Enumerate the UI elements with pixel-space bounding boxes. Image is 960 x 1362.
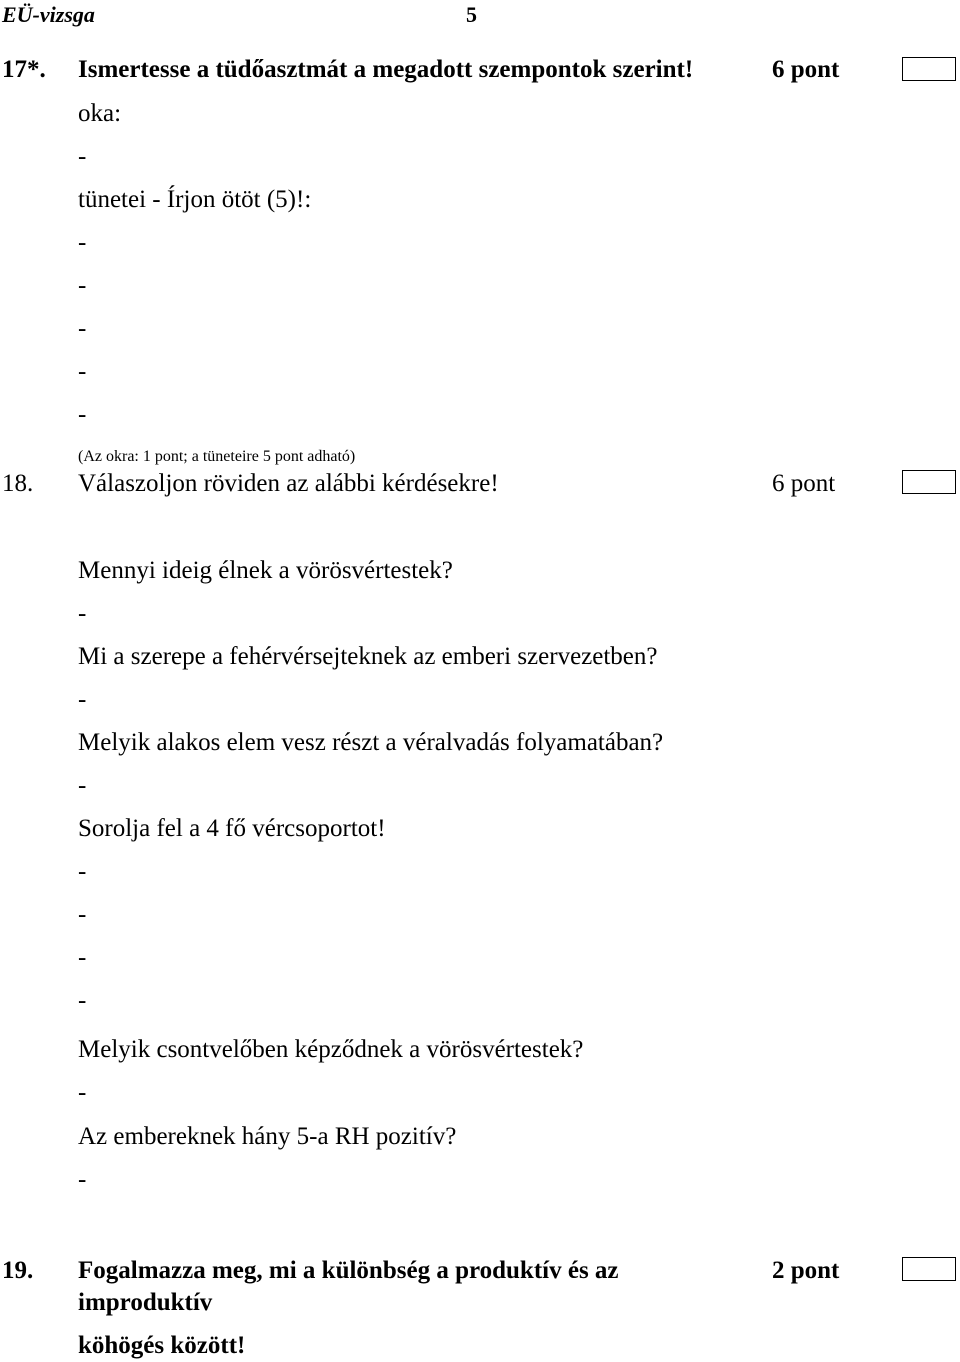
q17-symptom-dash-3: -: [78, 315, 87, 342]
q18-sub6: Az embereknek hány 5-a RH pozitív?: [78, 1123, 457, 1150]
q18-sub2: Mi a szerepe a fehérvérsejteknek az emberi szervezetben?: [78, 643, 658, 670]
q17-score-box[interactable]: [902, 57, 956, 81]
q18-sub1: Mennyi ideig élnek a vörösvértestek?: [78, 557, 453, 584]
q17-cause-answer-dash: -: [78, 143, 87, 170]
q17-symptom-dash-5: -: [78, 401, 87, 428]
q18-sub4-answer-dash-2: -: [78, 901, 87, 928]
q18-prompt: Válaszoljon röviden az alábbi kérdésekre!: [78, 470, 499, 497]
q19-prompt-line3: köhögés között!: [78, 1332, 246, 1359]
q19-number: 19.: [2, 1257, 34, 1284]
q18-score-box[interactable]: [902, 470, 956, 494]
q17-symptoms-label: tünetei - Írjon ötöt (5)!:: [78, 186, 312, 213]
q18-points: 6 pont: [772, 470, 836, 497]
q18-sub6-answer-dash: -: [78, 1166, 87, 1193]
q18-sub3-answer-dash: -: [78, 772, 87, 799]
q18-sub5-answer-dash: -: [78, 1079, 87, 1106]
q18-sub2-answer-dash: -: [78, 686, 87, 713]
exam-title: EÜ-vizsga: [2, 2, 95, 27]
q18-sub4: Sorolja fel a 4 fő vércsoportot!: [78, 815, 386, 842]
q18-number: 18.: [2, 470, 34, 497]
q18-sub1-answer-dash: -: [78, 600, 87, 627]
q17-symptom-dash-2: -: [78, 272, 87, 299]
q18-sub4-answer-dash-3: -: [78, 944, 87, 971]
q18-sub3: Melyik alakos elem vesz részt a véralvadás folyamatában?: [78, 729, 664, 756]
q19-prompt-line1: Fogalmazza meg, mi a különbség a produktív és az: [78, 1257, 619, 1284]
q17-number: 17*.: [2, 56, 46, 83]
q18-sub5: Melyik csontvelőben képződnek a vörösvértestek?: [78, 1036, 584, 1063]
q18-sub4-answer-dash-4: -: [78, 987, 87, 1014]
q19-prompt-line2: improduktív: [78, 1289, 213, 1316]
q19-points: 2 pont: [772, 1257, 840, 1284]
q17-symptom-dash-1: -: [78, 229, 87, 256]
q17-symptom-dash-4: -: [78, 358, 87, 385]
q17-cause-label: oka:: [78, 100, 122, 127]
q18-sub4-answer-dash-1: -: [78, 858, 87, 885]
q17-prompt: Ismertesse a tüdőasztmát a megadott szempontok szerint!: [78, 56, 694, 83]
q17-points: 6 pont: [772, 56, 840, 83]
q19-score-box[interactable]: [902, 1257, 956, 1281]
q17-scoring-note: (Az okra: 1 pont; a tüneteire 5 pont adható): [78, 448, 356, 465]
page-number: 5: [466, 2, 477, 27]
